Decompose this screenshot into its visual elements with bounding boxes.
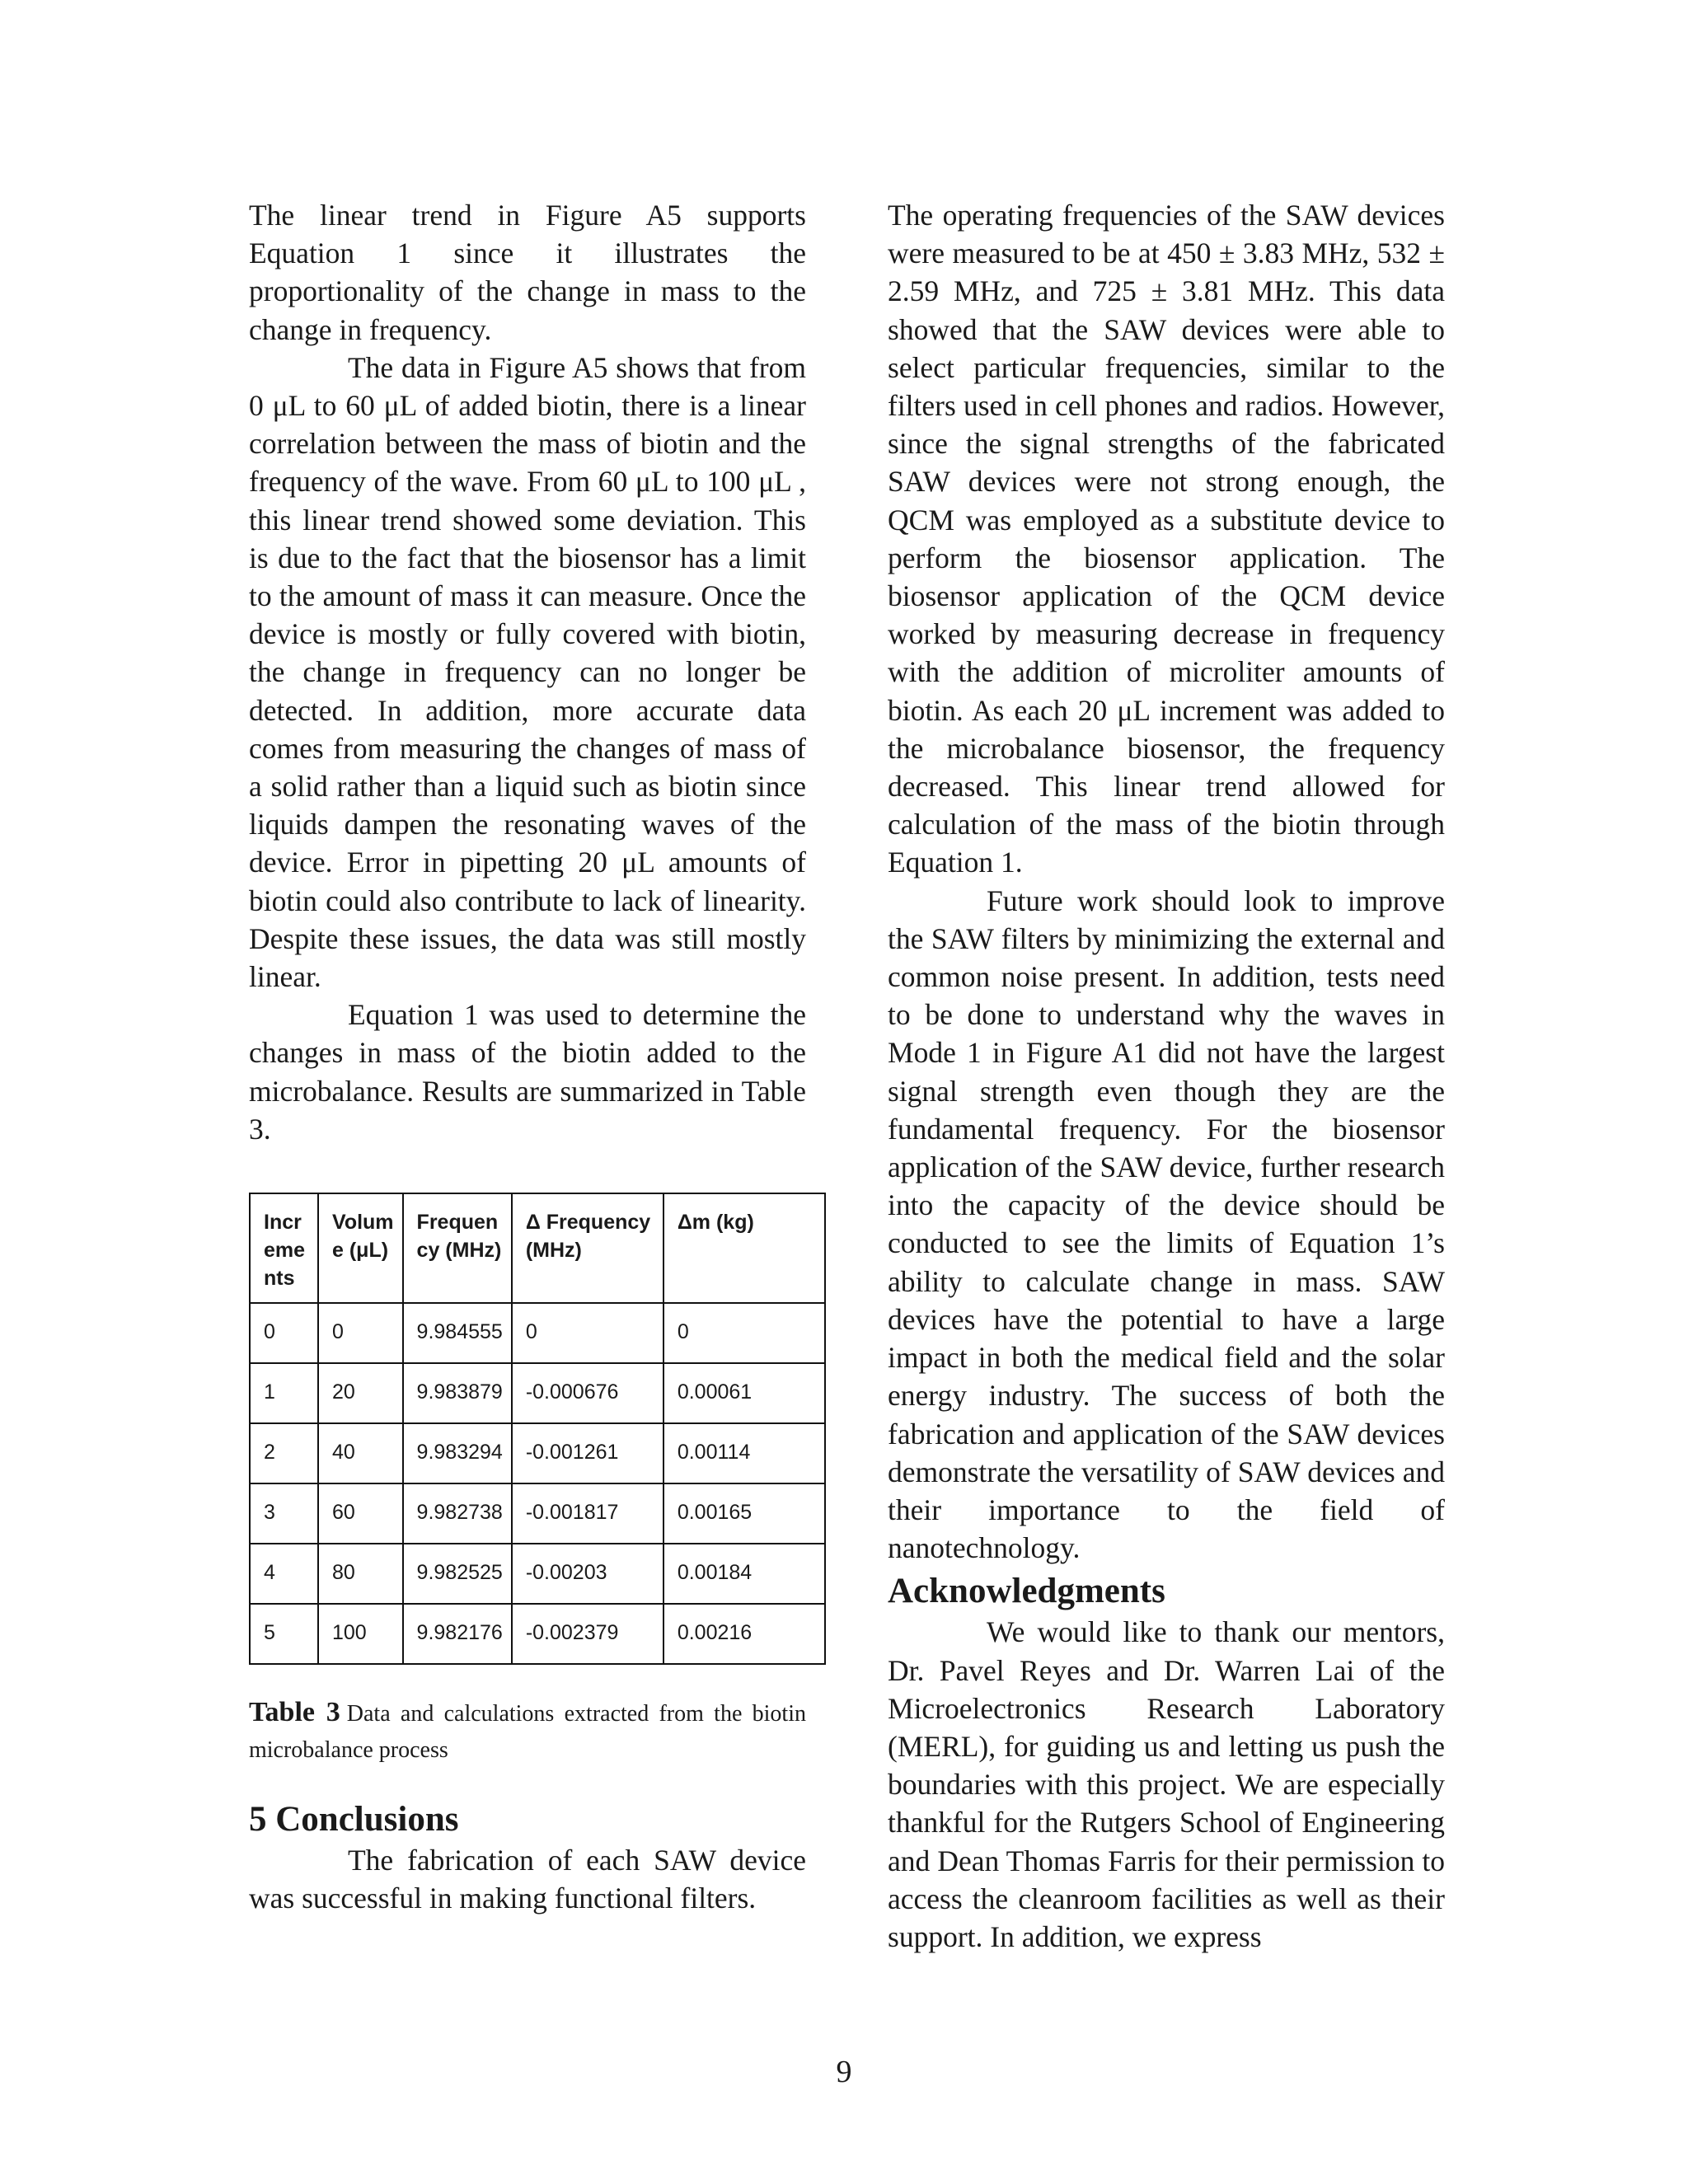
table-header-row [250, 1193, 825, 1303]
table-cell: 60 [318, 1483, 403, 1544]
paragraph-acknowledgments: We would like to thank our mentors, Dr. Pavel Reyes and Dr. Warren Lai of the Microelectronics Research Laboratory (MERL), for guiding us and letting us push the boundaries with this project. We are especially thankful for the Rutgers School of Engineering and Dean Thomas Farris for their permission to access the cleanroom facilities as well as their support. In addition, we express [888, 1615, 1445, 1953]
table-cell: 0.00184 [663, 1544, 825, 1604]
paragraph-equation-1: Equation 1 was used to determine the changes in mass of the biotin added to the microbalance. Results are summarized in Table 3. [249, 998, 806, 1146]
table-row [250, 1483, 825, 1544]
paragraph-future-work: Future work should look to improve the SAW filters by minimizing the external and common noise present. In addition, tests need to be done to understand why the waves in Mode 1 in Figure A1 did not have the largest signal strength even though they are the fundamental frequency. For the biosensor application of the SAW device, further research into the capacity of the device should be conducted to see the limits of Equation 1’s ability to calculate change in mass. SAW devices have the potential to have a large impact in both the medical field and the solar energy industry. The success of both the fabrication and application of the SAW devices demonstrate the versatility of SAW devices and their importance to the field of nanotechnology. [888, 883, 1445, 1565]
right-column [888, 196, 1445, 1956]
table-cell: -0.00203 [512, 1544, 663, 1604]
table-cell: -0.001261 [512, 1423, 663, 1483]
table-cell: 0 [318, 1303, 403, 1363]
conclusions-heading: 5 Conclusions [249, 1800, 459, 1840]
header-increments: Incr eme nts [250, 1193, 318, 1303]
paragraph-conclusions: The fabrication of each SAW device was successful in making functional filters. [249, 1844, 806, 1915]
table-row [250, 1604, 825, 1664]
table-cell: 9.982738 [403, 1483, 512, 1544]
table-cell: 2 [250, 1423, 318, 1483]
table-row [250, 1423, 825, 1483]
paragraph-operating-frequencies: The operating frequencies of the SAW devices were measured to be at 450 ± 3.83 MHz, 532 ± 2.59 MHz, and 725 ± 3.81 MHz. This data showed that the SAW devices were able to select particular frequencies, similar to the filters used in cell phones and radios. However, since the signal strengths of the fabricated SAW devices were not strong enough, the QCM was employed as a substitute device to perform the biosensor application. The biosensor application of the QCM device worked by measuring decrease in frequency with the addition of microliter amounts of biotin. As each 20 μL increment was added to the microbalance biosensor, the frequency decreased. This linear trend allowed for calculation of the mass of the biotin through Equation 1. [888, 199, 1445, 879]
table-cell: -0.001817 [512, 1483, 663, 1544]
header-delta-frequency: Δ Frequency (MHz) [512, 1193, 663, 1303]
paragraph-biotin-data: The data in Figure A5 shows that from 0 μL to 60 μL of added biotin, there is a linear correlation between the mass of biotin and the frequency of the wave. From 60 μL to 100 μL , this linear trend showed some deviation. This is due to the fact that the biosensor has a limit to the amount of mass it can measure. Once the device is mostly or fully covered with biotin, the change in frequency can no longer be detected. In addition, more accurate data comes from measuring the changes of mass of a solid rather than a liquid such as biotin since liquids dampen the resonating waves of the device. Error in pipetting 20 μL amounts of biotin could also contribute to lack of linearity. Despite these issues, the data was still mostly linear. [249, 350, 806, 994]
table-caption-label: Table 3 [249, 1697, 340, 1728]
table-cell: 0.00114 [663, 1423, 825, 1483]
table-cell: 40 [318, 1423, 403, 1483]
page-number: 9 [836, 2055, 852, 2089]
table-cell: 4 [250, 1544, 318, 1604]
header-volume: Volum e (μL) [318, 1193, 403, 1303]
table-row [250, 1544, 825, 1604]
table-cell: 5 [250, 1604, 318, 1664]
table-cell: 1 [250, 1363, 318, 1423]
table-cell: 0.00165 [663, 1483, 825, 1544]
table-cell: 9.982525 [403, 1544, 512, 1604]
table-cell: 9.983879 [403, 1363, 512, 1423]
table-cell: 9.984555 [403, 1303, 512, 1363]
header-frequency: Frequen cy (MHz) [403, 1193, 512, 1303]
table-cell: -0.000676 [512, 1363, 663, 1423]
table-caption-text: Data and calculations extracted from the biotin microbalance process [249, 1701, 806, 1764]
left-column [249, 196, 806, 1917]
biotin-data-table [249, 1193, 826, 1665]
table-cell: 3 [250, 1483, 318, 1544]
table-cell: 0 [250, 1303, 318, 1363]
acknowledgments-heading: Acknowledgments [888, 1572, 1165, 1611]
paragraph-figure-a5-trend: The linear trend in Figure A5 supports Equation 1 since it illustrates the proportionality of the change in mass to the change in frequency. [249, 199, 806, 346]
header-delta-mass: Δm (kg) [663, 1193, 825, 1303]
table-row [250, 1363, 825, 1423]
table-cell: 9.982176 [403, 1604, 512, 1664]
table-cell: 0.00061 [663, 1363, 825, 1423]
table-row [250, 1303, 825, 1363]
table-cell: 0 [663, 1303, 825, 1363]
table-cell: -0.002379 [512, 1604, 663, 1664]
table-cell: 100 [318, 1604, 403, 1664]
table-cell: 20 [318, 1363, 403, 1423]
table-caption [249, 1694, 806, 1769]
table-cell: 80 [318, 1544, 403, 1604]
table-cell: 0.00216 [663, 1604, 825, 1664]
table-cell: 9.983294 [403, 1423, 512, 1483]
table-cell: 0 [512, 1303, 663, 1363]
